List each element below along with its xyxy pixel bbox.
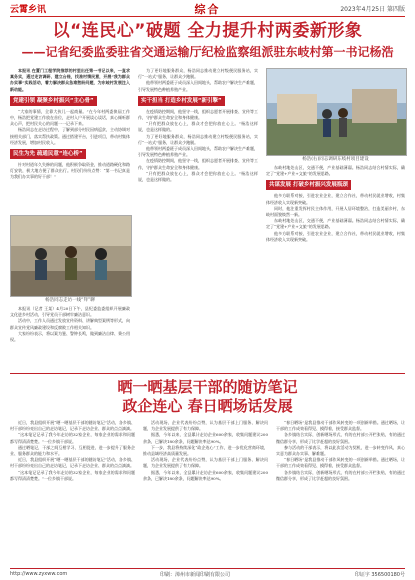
article1-subhead-2: 民生为先 疏通民意“连心桥” xyxy=(10,149,86,159)
article2-para: 据悉，今年以来，全县累计走访企业600余家，收集问题建议200余条，已解决180余条，问题解决率达90%。 xyxy=(143,469,268,481)
article1-col1b-para: 本报讯（记者 王某）4月20日下午，县纪委监委组织开展廉政文化进乡村活动，引导党员干部树牢廉洁意识。 xyxy=(10,306,130,318)
footer-issue-no: 印证字 356500180号 xyxy=(354,572,405,578)
article2-para: 活动现场，企业代表纷纷点赞，认为基层干部上门服务、解决问题，为企业发展提供了有力保障。 xyxy=(143,420,268,432)
article1-subhead-1: 党建引领 凝聚乡村振兴“主心骨” xyxy=(10,96,97,106)
main-headline-block xyxy=(10,20,405,61)
article2-para: “这本笔记记录了我今年走访的32家企业，每家企业的需求和问题都写得清清楚楚。”一位乡镇干部说。 xyxy=(10,432,135,444)
article2-para: 参与活动的干部表示，将以此次活动为契机，进一步转变作风，真心实意为群众办实事、解难题。 xyxy=(276,444,405,457)
photo-chat-image xyxy=(11,216,131,296)
article2-col3 xyxy=(276,420,405,565)
second-headline-block xyxy=(10,378,405,416)
article1-col3-subhead: 共谋发展 打破乡村振兴发展瓶颈 xyxy=(266,180,351,190)
article2-para: 据悉，今年以来，全县累计走访企业600余家，收集问题建议200余条，已解决180余条，问题解决率达90%。 xyxy=(143,432,268,444)
article1-col2-para: 在疫情防控期间，他坚守一线，组织志愿者开展排查、宣传等工作，守护群众生命安全和身体健康。 xyxy=(138,108,258,121)
photo-village-visit xyxy=(266,68,407,156)
article1-col3-para: 他多方联系对接，引进农业企业，建立合作社，带动村民就业增收，村集体经济收入实现新突破。 xyxy=(266,193,405,205)
article2-para: “春日晒场”是我县推动干部作风转变的一项创新举措。通过晒场，让干部的工作成效看得见、摸得着，接受群众监督。 xyxy=(276,420,405,432)
section-divider xyxy=(10,373,405,374)
article1-para: “大家的事情，全靠大伙儿一起商量。”在今年村两委换届工作中，杨浩把党建工作放在首位，走村入户开展谈心谈话，真心倾听群众心声，把村民关心的问题一一记录下来。 xyxy=(10,108,130,127)
article1-col1-lower xyxy=(10,306,130,368)
article1-col2-para: 在疫情防控期间，他坚守一线，组织志愿者开展排查、宣传等工作，守护群众生命安全和身体健康。 xyxy=(138,158,258,170)
article1-col2 xyxy=(138,68,258,368)
article1-col2-para: 他带领村两委班子成员深入田间地头，帮助农户解决生产难题，引导发展特色种植养殖产业。 xyxy=(138,80,258,92)
article1-lead: 本报讯 在厦门工程学院推荐的村里出任第一书记以来，一直求真务实，通过走访调研、建立台账，找准村情民意，开展“我为群众办实事”实践活动，着力解决群众急难愁盼问题，为东岐村发展注入新动能。 xyxy=(10,68,130,92)
article2-para: 近日，我县组织开展“晒一晒基层干部的随访笔记”活动，各乡镇、村干部纷纷亮出自己的走访笔记，记录下走访企业、群众的点点滴滴。 xyxy=(10,457,135,469)
article1-col2-para: “只有把群众放在心上，群众才会把你放在心上。”杨浩这样说，也是这样做的。 xyxy=(138,121,258,133)
photo-village-visit-image xyxy=(267,69,406,155)
main-headline: 以“连民心”破题 全力提升村两委新形象 xyxy=(52,21,363,41)
article1-subhead-3: 实干担当 打造乡村发展“新引擎” xyxy=(138,96,225,106)
article2-para: 近日，我县组织开展“晒一晒基层干部的随访笔记”活动，各乡镇、村干部纷纷亮出自己的走访笔记，记录下走访企业、群众的点点滴滴。 xyxy=(10,420,135,432)
masthead xyxy=(10,2,405,17)
article2-para: 各乡镇结合实际，创新晒场形式，有的在村部公开栏张贴，有的通过微信群分享，形成了比学赶超的良好氛围。 xyxy=(276,469,405,481)
photo-chat-caption: 杨浩同志走访一线“拜”聊 xyxy=(45,298,95,303)
article2-para: “这本笔记记录了我今年走访的32家企业，每家企业的需求和问题都写得清清楚楚。”一位乡镇干部说。 xyxy=(10,469,135,481)
second-headline-line2: 政企连心 春日晒场话发展 xyxy=(122,397,293,415)
article1-col3-para: 东岐村地处山区，交通不便，产业基础薄弱。杨浩同志结合村情实际，确定了“党建+产业+文旅”的发展思路。 xyxy=(266,218,405,230)
article1-col2-para: “只有把群众放在心上，群众才会把你放在心上。”杨浩这样说，也是这样做的。 xyxy=(138,170,258,183)
article1-col2-para: 为了更好地服务群众，杨浩同志推动建立村级便民服务站，实行“一站式”服务，让群众少跑腿。 xyxy=(138,133,258,145)
footer-printer: 印刷：漳州市新闻印刷有限公司 xyxy=(160,572,231,578)
page-footer xyxy=(10,568,405,579)
article2-para: 各乡镇结合实际，创新晒场形式，有的在村部公开栏张贴，有的通过微信群分享，形成了比学赶超的良好氛围。 xyxy=(276,432,405,444)
paper-name: 云霄乡讯 xyxy=(10,5,47,15)
footer-url[interactable]: http://www.zyxww.com xyxy=(10,571,68,577)
section-title: 综合 xyxy=(194,3,221,16)
article1-para: 针对村道年久失修的问题，他积极争取资金，推动道路硬化和路灯安装，极大地方便了群众出行。村民们纷纷点赞：“第一书记真是为我们办实事的好干部！” xyxy=(10,162,130,180)
article1-col2-para: 为了更好地服务群众，杨浩同志推动建立村级便民服务站，实行“一站式”服务，让群众少跑腿。 xyxy=(138,68,258,80)
article1-col3-para: 东岐村地处山区，交通不便，产业基础薄弱。杨浩同志结合村情实际，确定了“党建+产业+文旅”的发展思路。 xyxy=(266,165,405,177)
article2-para: 下一步，我县将持续深化“政企连心”工作，进一步优化营商环境，推动县域经济高质量发展。 xyxy=(143,444,268,457)
article1-para: 杨浩同志在走访过程中，了解到部分村民因病返贫，主动协调对接相关部门，落实帮扶政策。通过搭建平台，引进项目，带动村集体经济发展，增加村民收入。 xyxy=(10,127,130,145)
second-headline-line1: 晒一晒基层干部的随访笔记 xyxy=(117,378,298,396)
photo-chat-with-villagers xyxy=(10,215,132,297)
article1-col2-para: 他带领村两委班子成员深入田间地头，帮助农户解决生产难题，引导发展特色种植养殖产业。 xyxy=(138,146,258,158)
article2-para: 通过晒笔记，干部之间互相学习、互相促进，进一步提升了服务企业、服务群众的能力和水平。 xyxy=(10,444,135,457)
sub-headline: ——记省纪委监委驻省交通运输厅纪检监察组派驻东岐村第一书记杨浩 xyxy=(21,45,394,59)
article1-col3-para: 同时，他注重发挥村民主体作用，开展人居环境整治，打造美丽乡村，东岐村面貌焕然一新。 xyxy=(266,205,405,218)
article1-col1b-para: 活动中，工作人员通过发放宣传资料、讲解典型案例等形式，向群众宣传党风廉政建设和反腐败工作相关知识。 xyxy=(10,318,130,330)
article1-col1b-para: 大家纷纷表示，将以案为鉴、警钟长鸣，做到廉洁自律、秉公用权。 xyxy=(10,330,130,343)
article2-col2 xyxy=(143,420,268,565)
article1-col1 xyxy=(10,68,130,208)
article2-col1 xyxy=(10,420,135,565)
issue-date: 2023年4月25日 第四版 xyxy=(340,6,405,13)
article2-para: 活动现场，企业代表纷纷点赞，认为基层干部上门服务、解决问题，为企业发展提供了有力保障。 xyxy=(143,457,268,469)
article1-col3 xyxy=(266,165,405,368)
article2-para: “春日晒场”是我县推动干部作风转变的一项创新举措。通过晒场，让干部的工作成效看得见、摸得着，接受群众监督。 xyxy=(276,457,405,469)
article1-col3-para: 他多方联系对接，引进农业企业，建立合作社，带动村民就业增收，村集体经济收入实现新突破。 xyxy=(266,230,405,242)
photo-village-visit-caption: 杨浩(右)同志调研东岐村项目建设 xyxy=(302,157,369,162)
